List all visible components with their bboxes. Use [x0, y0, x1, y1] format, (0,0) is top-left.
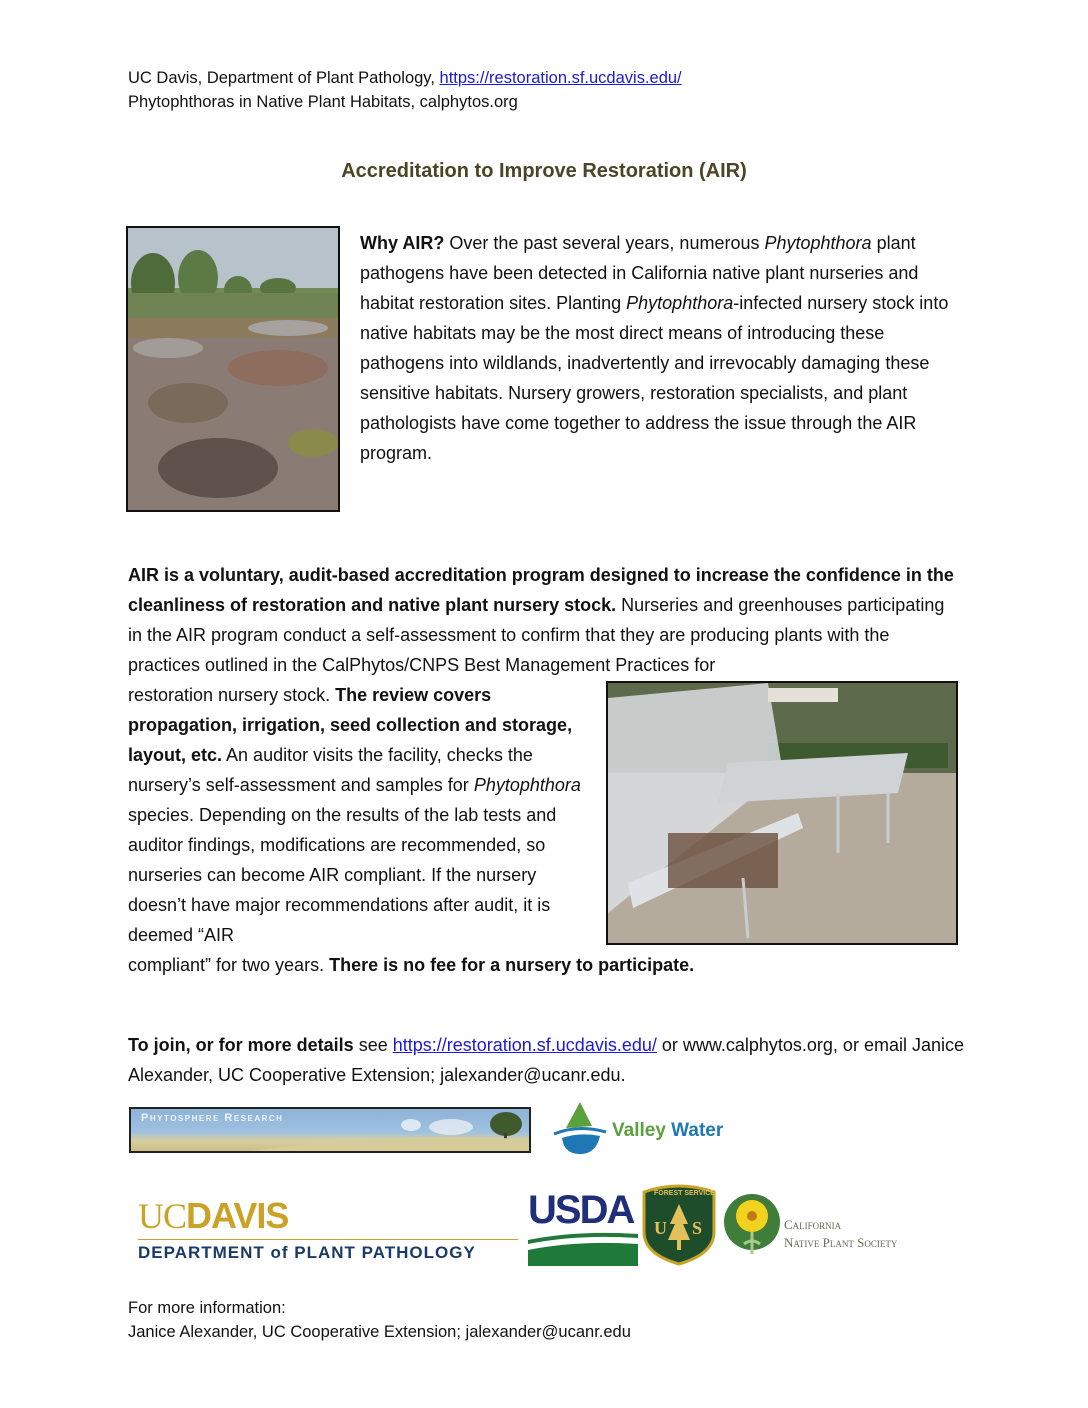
- cnps-flower-icon: [722, 1192, 782, 1260]
- why-italic-phytophthora-2: Phytophthora: [626, 293, 734, 313]
- program-paragraph-intro: [128, 560, 958, 680]
- join-bold: To join, or for more details: [128, 1035, 354, 1055]
- join-restoration-link[interactable]: https://restoration.sf.ucdavis.edu/: [392, 1035, 657, 1055]
- why-text-1: Over the past several years, numerous: [444, 233, 765, 253]
- program-bold-intro: AIR is a voluntary, audit-based accreditation program designed to increase the confidence in the cleanliness of restoration and native plant nursery stock.: [128, 565, 954, 615]
- usda-text: USDA: [528, 1188, 634, 1232]
- why-air-lead: Why AIR?: [360, 233, 445, 253]
- program-text-1: Nurseries and greenhouses participating in the AIR program conduct a self-assessment to confirm that they are producing plants with the practices outlined in the CalPhytos/CNPS Best Management Practices for: [128, 595, 945, 675]
- forest-service-logo: [640, 1182, 718, 1266]
- footer-line-1: For more information:: [128, 1299, 286, 1317]
- footer-line-2: Janice Alexander, UC Cooperative Extension; jalexander@ucanr.edu: [128, 1323, 631, 1341]
- usda-logo: [528, 1188, 638, 1266]
- svg-text:S: S: [692, 1218, 703, 1238]
- program-paragraph-body: [128, 680, 588, 950]
- shrubland-photo: [126, 226, 340, 512]
- program-text-2: restoration nursery stock.: [128, 685, 336, 705]
- cnps-logo: [722, 1190, 932, 1262]
- join-paragraph: [128, 1030, 968, 1090]
- header-line-2: Phytophthoras in Native Plant Habitats, calphytos.org: [128, 93, 518, 111]
- svg-text:U: U: [654, 1218, 667, 1238]
- program-bold-review: The review covers propagation, irrigation, seed collection and storage, layout, etc.: [128, 685, 573, 765]
- phytosphere-research-logo: [129, 1107, 531, 1153]
- why-text-3: -infected nursery stock into native habitats may be the most direct means of introducing these pathogens into wildlands, inadvertently and irrevocably damaging these sensitive habitats. Nursery growers, restoration specialists, and plant pathologists have come together to address the issue through the AIR program.: [360, 293, 949, 463]
- phytosphere-logo-text: Phytosphere Research: [141, 1112, 284, 1124]
- cnps-line-1: California: [784, 1217, 842, 1232]
- ucdavis-wordmark: [138, 1195, 288, 1237]
- ucdavis-davis: DAVIS: [186, 1195, 289, 1236]
- program-text-5: compliant” for two years.: [128, 955, 330, 975]
- ucdavis-department: DEPARTMENT of PLANT PATHOLOGY: [138, 1243, 476, 1262]
- nursery-image: [608, 683, 956, 943]
- valley-water-drop-icon: [548, 1100, 612, 1158]
- why-text-2: plant pathogens have been detected in California native plant nurseries and habitat restoration sites. Planting: [360, 233, 919, 313]
- header-line-1: [128, 66, 682, 90]
- phytosphere-landscape: [131, 1109, 529, 1151]
- program-paragraph-end: [128, 950, 958, 980]
- valley-water-logo: [548, 1100, 748, 1158]
- cnps-text: [784, 1216, 897, 1252]
- why-italic-phytophthora-1: Phytophthora: [764, 233, 872, 253]
- ucdavis-plant-pathology-logo: [130, 1195, 520, 1265]
- cnps-line-2: Native Plant Society: [784, 1235, 898, 1250]
- program-bold-fee: There is no fee for a nursery to participate.: [329, 955, 695, 975]
- page-header: [128, 66, 682, 114]
- nursery-photo: [606, 681, 958, 945]
- page-title: Accreditation to Improve Restoration (AIR): [341, 160, 747, 182]
- page-footer: [128, 1296, 631, 1344]
- ucdavis-uc: UC: [138, 1196, 187, 1236]
- program-text-4: species. Depending on the results of the lab tests and auditor findings, modifications are recommended, so nurseries can become AIR compliant. If the nursery doesn’t have major recommendations after audit, it is deemed “AIR: [128, 805, 557, 945]
- header-restoration-link[interactable]: https://restoration.sf.ucdavis.edu/: [439, 69, 682, 87]
- valley-word: Valley: [612, 1120, 666, 1141]
- usda-fields-icon: [528, 1230, 638, 1266]
- shrubland-image: [128, 228, 338, 510]
- forest-service-text: FOREST SERVICE: [654, 1190, 715, 1197]
- header-affiliation: UC Davis, Department of Plant Pathology,: [128, 69, 440, 87]
- ucdavis-divider: [138, 1239, 518, 1240]
- valley-water-text: [612, 1120, 723, 1142]
- join-text-2: or www.calphytos.org, or email Janice Alexander, UC Cooperative Extension; jalexander@ucanr.edu.: [128, 1035, 964, 1085]
- why-air-paragraph: [360, 228, 970, 468]
- program-text-3: An auditor visits the facility, checks the nursery’s self-assessment and samples for: [128, 745, 533, 795]
- water-word: Water: [671, 1120, 724, 1141]
- program-italic-phytophthora: Phytophthora: [473, 775, 581, 795]
- join-text-1: see: [353, 1035, 393, 1055]
